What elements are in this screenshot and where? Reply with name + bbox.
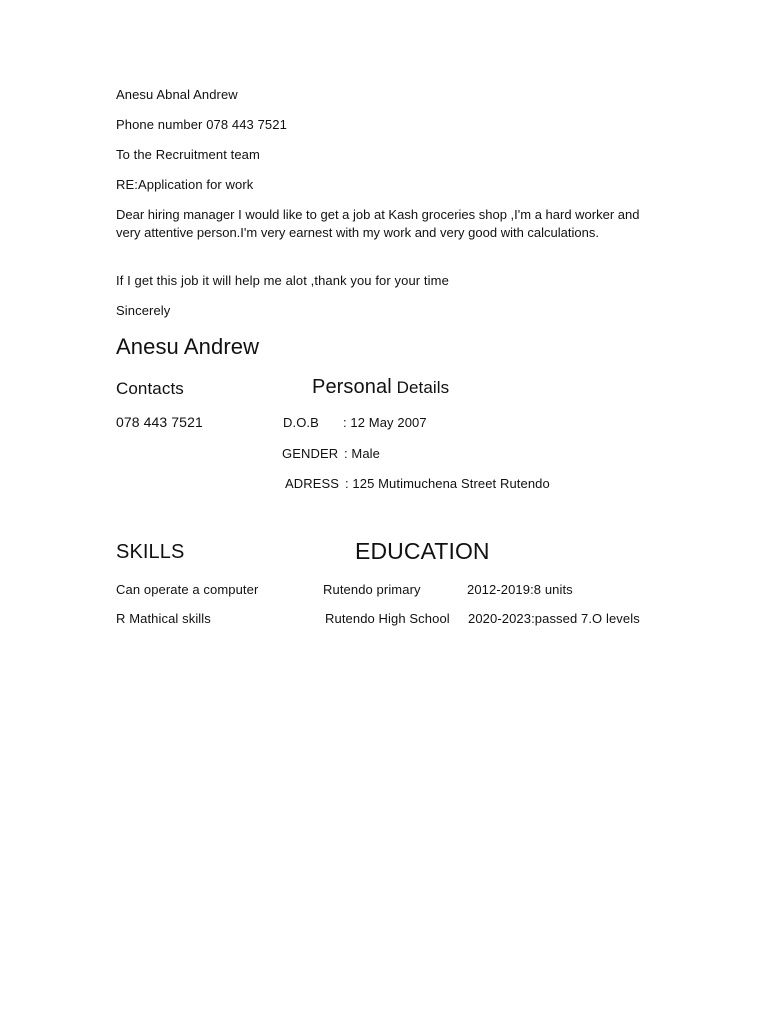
education-result: 2012-2019:8 units: [467, 582, 573, 597]
letter-recipient: To the Recruitment team: [116, 147, 260, 162]
letter-full-name: Anesu Abnal Andrew: [116, 87, 238, 102]
address-label: ADRESS: [285, 476, 340, 491]
letter-closing-line: If I get this job it will help me alot ,thank you for your time: [116, 273, 449, 288]
dob-value: : 12 May 2007: [343, 415, 427, 430]
education-heading: EDUCATION: [355, 538, 490, 564]
skill-item: R Mathical skills: [116, 611, 211, 626]
education-result: 2020-2023:passed 7.O levels: [468, 611, 640, 626]
address-value: : 125 Mutimuchena Street Rutendo: [345, 476, 550, 491]
contact-phone: 078 443 7521: [116, 414, 203, 430]
letter-body: Dear hiring manager I would like to get a job at Kash groceries shop ,I'm a hard worker and very attentive person.I'm very earnest with my work and very good with calculations.: [116, 207, 640, 240]
education-school: Rutendo primary: [323, 582, 421, 597]
personal-details-heading: [312, 376, 449, 399]
letter-subject: RE:Application for work: [116, 177, 254, 192]
personal-heading-word: Personal: [312, 376, 392, 398]
skill-item: Can operate a computer: [116, 582, 259, 597]
cv-name-heading: Anesu Andrew: [116, 334, 260, 359]
gender-value: : Male: [344, 446, 381, 461]
education-school: Rutendo High School: [325, 611, 450, 626]
gender-label: GENDER: [282, 446, 339, 461]
skills-heading: SKILLS: [116, 541, 185, 563]
contacts-heading: Contacts: [116, 379, 184, 398]
details-heading-word: Details: [396, 378, 450, 397]
letter-signoff: Sincerely: [116, 303, 171, 318]
dob-label: D.O.B: [283, 415, 319, 430]
letter-phone-line: Phone number 078 443 7521: [116, 117, 287, 132]
